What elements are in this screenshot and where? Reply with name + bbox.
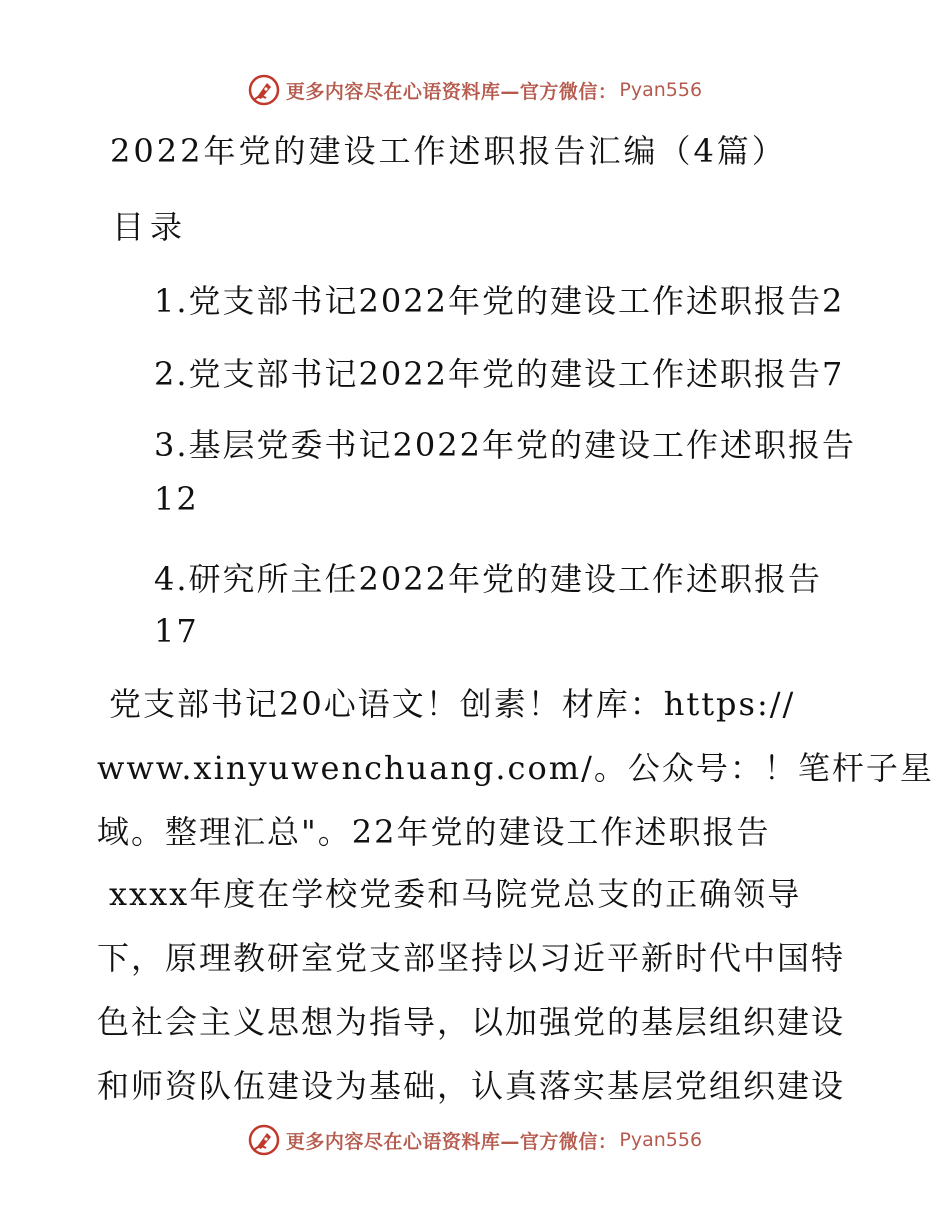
section-heading-line: www.xinyuwenchuang.com/。公众号：！笔杆子星 [97, 749, 934, 787]
section-heading [97, 672, 934, 864]
watermark-banner-bottom [0, 1122, 950, 1158]
toc-entry-2[interactable] [154, 349, 844, 395]
toc-entry-label: 2.党支部书记2022年党的建设工作述职报告 [154, 355, 822, 393]
pen-nib-logo-icon [248, 1124, 280, 1156]
toc-entry-page: 7 [821, 355, 845, 393]
toc-entry-label: 1.党支部书记2022年党的建设工作述职报告 [154, 282, 822, 320]
body-line: 色社会主义思想为指导，以加强党的基层组织建设 [97, 1003, 846, 1041]
watermark-handle: Pyan556 [619, 79, 703, 101]
watermark-handle: Pyan556 [619, 1129, 703, 1151]
watermark-text: 更多内容尽在心语资料库—官方微信： [285, 80, 618, 103]
body-paragraph [97, 862, 857, 1118]
toc-heading: 目录 [112, 208, 189, 246]
toc-entry-3-page: 12 [154, 480, 199, 518]
toc-entry-4[interactable] [154, 554, 822, 600]
body-line: 和师资队伍建设为基础，认真落实基层党组织建设 [97, 1067, 846, 1105]
toc-entry-label: 4.研究所主任2022年党的建设工作述职报告 [154, 560, 822, 598]
body-line: 下，原理教研室党支部坚持以习近平新时代中国特 [97, 939, 846, 977]
body-line: xxxx年度在学校党委和马院党总支的正确领导 [109, 875, 802, 913]
toc-entry-3[interactable] [154, 420, 856, 466]
watermark-banner-top [0, 72, 950, 108]
section-heading-line: 党支部书记20心语文！创素！材库：https:// [109, 685, 796, 723]
toc-entry-label: 3.基层党委书记2022年党的建设工作述职报告 [154, 426, 856, 464]
toc-entry-page: 2 [821, 282, 845, 320]
toc-entry-1[interactable] [154, 276, 844, 322]
toc-entry-4-page: 17 [154, 612, 199, 650]
watermark-text: 更多内容尽在心语资料库—官方微信： [285, 1130, 618, 1153]
pen-nib-logo-icon [248, 74, 280, 106]
document-title: 2022年党的建设工作述职报告汇编（4篇） [110, 132, 787, 170]
section-heading-line: 域。整理汇总"。22年党的建设工作述职报告 [97, 813, 771, 851]
